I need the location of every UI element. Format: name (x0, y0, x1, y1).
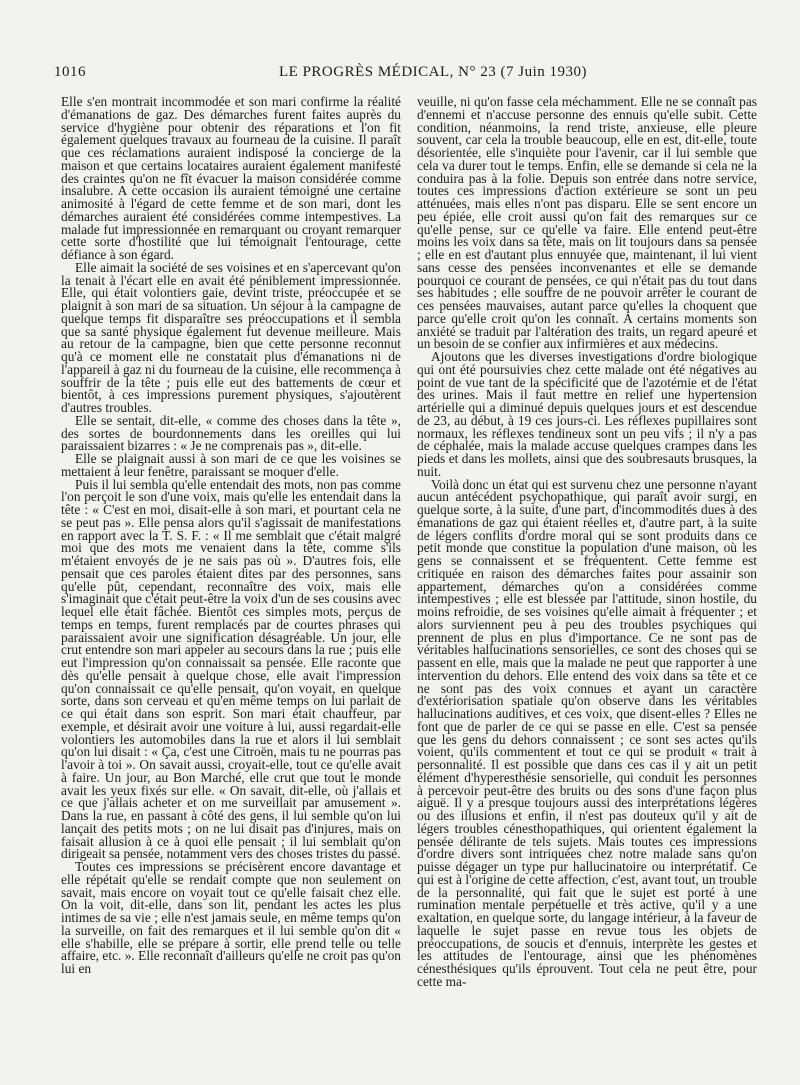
paragraph: Elle s'en montrait incommodée et son mari confirme la réalité d'émanations de gaz. Des démarches furent faites auprès du service d'hygiène pour obtenir des réparations et l'on fit également quelques travaux au fourneau de la cuisine. Il paraît que ces réclamations auraient indisposé la concierge de la maison et que certains locataires auraient également manifesté des craintes qu'on ne fît évacuer la maison considérée comme insalubre. A cette occasion ils auraient témoigné une certaine animosité à l'égard de cette femme et de son mari, dont les démarches auraient été considérées comme intempestives. La malade fut impressionnée en remarquant ou croyant remarquer cette sorte d'hostilité que lui témoignait l'entourage, cette défiance à son égard. (61, 96, 401, 262)
page-number: 1016 (54, 64, 86, 80)
running-header (54, 64, 746, 82)
paragraph: Voilà donc un état qui est survenu chez une personne n'ayant aucun antécédent psychopathique, qui paraît avoir surgi, en quelque sorte, à la suite, d'une part, d'incommodités dues à des émanations de gaz qui étaient réelles et, d'autre part, à la suite de légers conflits d'ordre moral qui se sont produits dans ce petit monde que constitue la population d'une maison, où les gens se connaissent et se fréquentent. Cette femme est critiquée en raison des démarches faites pour assainir son appartement, démarches qu'on a considérées comme intempestives ; elle est blessée par l'attitude, sinon hostile, du moins refroidie, de ses voisines qu'elle aimait à fréquenter ; et alors surviennent peu à peu des troubles psychiques qui prennent de plus en plus d'importance. Ce ne sont pas de véritables hallucinations sensorielles, ce sont des choses qui se passent en elle, mais que la malade ne peut que rapporter à une intervention du dehors. Elle entend des voix dans sa tête et ce ne sont pas des voix connues et ayant un caractère d'extériorisation spatiale qu'on observe dans les véritables hallucinations auditives, et ces voix, que disent-elles ? Elles ne font que de parler de ce qui se passe en elle. C'est sa pensée que les gens du dehors connaissent ; ce sont ses actes qu'ils voient, qu'ils commentent et tout ce qui se produit « trait à personnalité. Il est possible que dans ces cas il y ait un petit élément d'hyperesthésie sensorielle, qui conduit les personnes à percevoir peut-être des bruits ou des sons d'une façon plus aiguë. Il y a presque toujours aussi des interprétations légères ou des illusions et enfin, il n'est pas douteux qu'il y ait de légers troubles cénesthopathiques, qui orientent également la pensée délirante de tels sujets. Mais toutes ces impressions d'ordre divers sont intriquées chez notre malade sans qu'on puisse dégager un type pur hallucinatoire ou interprétatif. Ce qui est à l'origine de cette affection, c'est, avant tout, un trouble de la personnalité, qui fait que le sujet est porté à une rumination mentale perpétuelle et très active, qu'il y a une exaltation, en quelque sorte, du langage intérieur, à la faveur de laquelle le sujet passe en revue tous les objets de préoccupations, de soucis et d'ennuis, interprète les gestes et les attitudes de l'entourage, ainsi que les phénomènes cénesthésiques qu'ils éprouvent. Tout cela ne peut être, pour cette ma- (417, 476, 757, 989)
paragraph: Elle se sentait, dit-elle, « comme des choses dans la tête », des sortes de bourdonnements dans les oreilles qui lui paraissaient bizarres : « Je ne comprenais pas », dit-elle. (61, 412, 401, 454)
paragraph: Ajoutons que les diverses investigations d'ordre biologique qui ont été poursuivies chez cette malade ont été négatives au point de vue tant de la spécificité que de l'azotémie et de l'état des urines. Mais il faut mettre en relief une hypertension artérielle qui a diminué depuis quelques jours et est descendue de 23, au début, à 19 ces jours-ci. Les réflexes pupillaires sont normaux, les réflexes tendineux sont un peu vifs ; il n'y a pas de céphalée, mais la malade accuse quelques crampes dans les pieds et dans les mollets, ainsi que des soubresauts brusques, la nuit. (417, 349, 757, 479)
paragraph: Toutes ces impressions se précisèrent encore davantage et elle répétait qu'elle se rendait compte que non seulement on savait, mais encore on voyait tout ce qu'elle faisait chez elle. On la voit, dit-elle, dans son lit, pendant les actes les plus intimes de sa vie ; elle n'est jamais seule, en même temps qu'on la surveille, on fait des remarques et il lui semble qu'on dit « elle s'habille, elle se prépare à sortir, elle prend telle ou telle affaire, etc. ». Elle reconnaît d'ailleurs qu'elle ne croit pas qu'on lui en (61, 859, 401, 976)
paragraph: Puis il lui sembla qu'elle entendait des mots, non pas comme l'on perçoit le son d'une voix, mais qu'elle les entendait dans la tête : « C'est en moi, disait-elle à son mari, et pourtant cela ne se peut pas ». Elle pensa alors qu'il s'agissait de manifestations en rapport avec la T. S. F. : « Il me semblait que c'était malgré moi que des mots me venaient dans la tête, comme s'ils m'étaient envoyés de je ne sais pas où ». D'autres fois, elle pensait que ces paroles étaient dites par des personnes, sans qu'elle pût, cependant, reconnaître des voix, mais elle s'imaginait que c'était peut-être la voix d'un de ses cousins avec lequel elle était fâchée. Bientôt ces simples mots, perçus de temps en temps, furent remplacés par de courtes phrases qui paraissaient avoir une signification désagréable. Un jour, elle crut entendre son mari appeler au secours dans la rue ; puis elle eut l'impression qu'on connaissait sa pensée. Elle raconte que dès qu'elle pensait à quelque chose, elle avait l'impression qu'on connaissait ce qu'elle pensait, qu'on voyait, en quelque sorte, dans son cerveau et qu'en même temps on lui parlait de ce qui était dans son esprit. Son mari était chauffeur, par exemple, et désirait avoir une voiture à lui, aussi regardait-elle volontiers les automobiles dans la rue et alors il lui semblait qu'on lui disait : « Ça, c'est une Citroën, mais tu ne pourras pas l'avoir à toi ». On savait aussi, croyait-elle, tout ce qu'elle avait à faire. Un jour, au Bon Marché, elle crut que tout le monde avait les yeux fixés sur elle. « On savait, dit-elle, où j'allais et ce que j'allais acheter et on me surveillait par amusement ». Dans la rue, en passant à côté des gens, il lui semble qu'on lui lançait des petits mots ; on ne lui disait pas d'injures, mais on faisait allusion à ce à quoi elle pensait ; il lui semblait qu'on dirigeait sa pensée, notamment vers des choses tristes du passé. (61, 476, 401, 862)
left-column (61, 96, 401, 1056)
right-column (417, 96, 757, 1056)
paragraph: veuille, ni qu'on fasse cela méchamment. Elle ne se connaît pas d'ennemi et n'accuse personne des ennuis qu'elle subit. Cette condition, néanmoins, la rend triste, anxieuse, elle pleure souvent, car cela la trouble beaucoup, elle en est, dit-elle, toute désorientée, elle s'inquiète pour l'avenir, car il lui semble que cela va durer tout le temps. Enfin, elle se demande si cela ne la conduira pas à la folie. Depuis son entrée dans notre service, toutes ces impressions d'action extérieure se sont un peu atténuées, mais elles n'ont pas disparu. Elle se sent encore un peu épiée, elle croit aussi qu'on fait des remarques sur ce qu'elle pense, sur ce qu'elle va faire. Elle entend peut-être moins les voix dans sa tête, mais on lit toujours dans sa pensée ; elle en est d'autant plus ennuyée que, maintenant, il lui vient sans cesse des pensées inconvenantes et elle se demande pourquoi ce courant de pensées, ce qui n'était pas du tout dans ses habitudes ; elle souffre de ne pouvoir arrêter le courant de ces pensées mauvaises, autant parce qu'elles la choquent que parce qu'elle croit qu'on les connaît. A certains moments son anxiété se traduit par l'altération des traits, un regard apeuré et un besoin de se confier aux infirmières et aux médecins. (417, 96, 757, 352)
paragraph: Elle se plaignait aussi à son mari de ce que les voisines se mettaient à leur fenêtre, paraissant se moquer d'elle. (61, 451, 401, 479)
paragraph: Elle aimait la société de ses voisines et en s'apercevant qu'on la tenait à l'écart elle en avait été péniblement impressionnée. Elle, qui était volontiers gaie, devint triste, préoccupée et se plaignit à son mari de sa situation. Un séjour à la campagne de quelque temps fit disparaître ses préoccupations et il sembla que sa santé physique également fut devenue meilleure. Mais au retour de la campagne, bien que cette personne reconnut qu'à ce moment elle ne constatait plus d'émanations ni de l'appareil à gaz ni du fourneau de la cuisine, elle recommença à souffrir de la tête ; puis elle eut des battements de cœur et bientôt, à ces impressions purement physiques, s'ajoutèrent d'autres troubles. (61, 259, 401, 415)
running-title: LE PROGRÈS MÉDICAL, N° 23 (7 Juin 1930) (279, 64, 588, 80)
